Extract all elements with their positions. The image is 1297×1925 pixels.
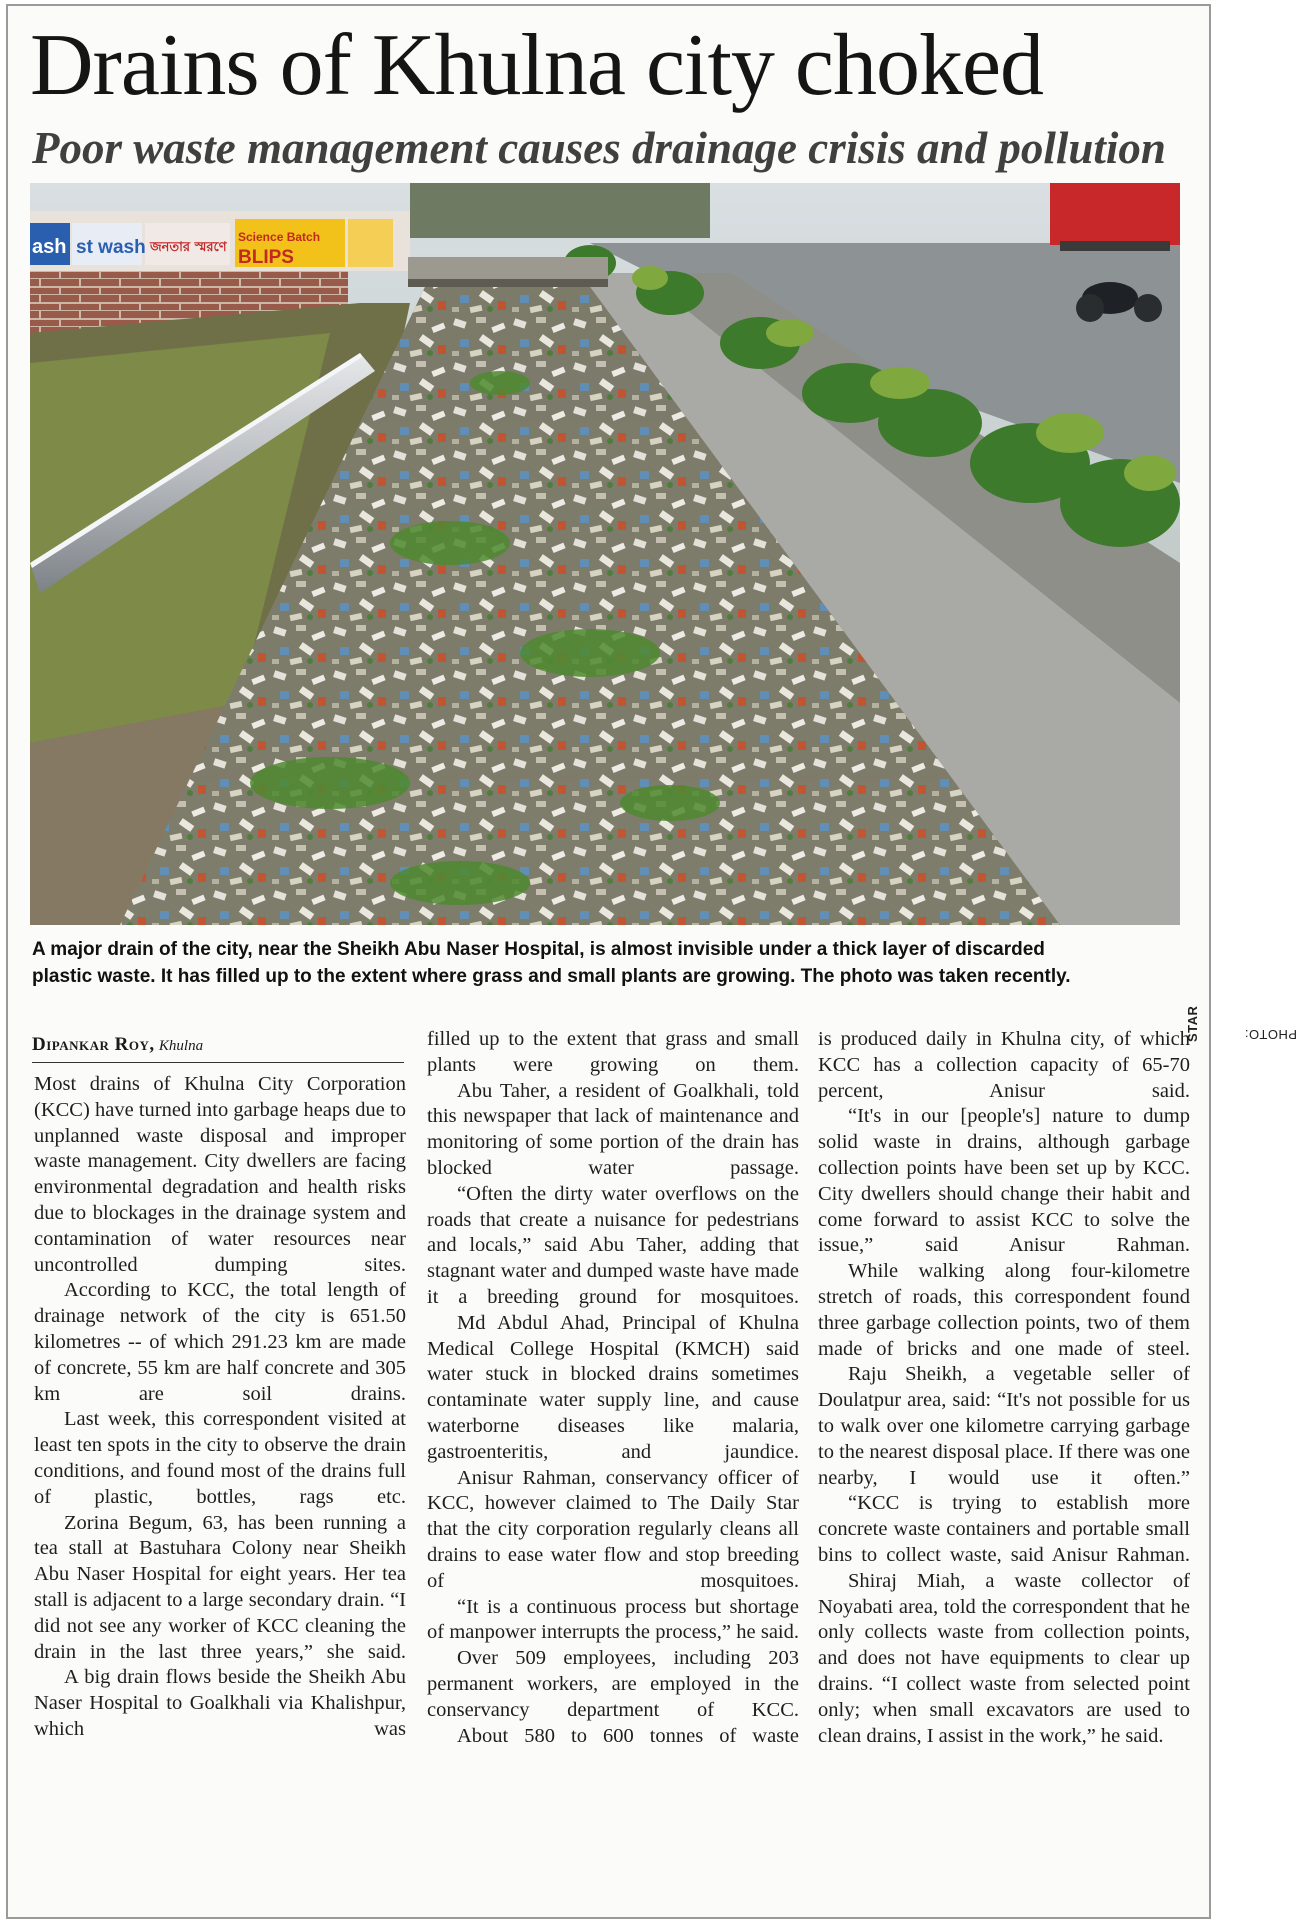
byline-author: Dipankar Roy, (32, 1034, 155, 1055)
photo-sign-5: Science Batch (238, 230, 321, 244)
paragraph: Abu Taher, a resident of Goalkhali, told this newspaper that lack of maintenance and monitoring of some portion of the drain has blocked water passage. (427, 1079, 799, 1179)
article-column-3 (818, 1027, 1190, 1749)
byline (32, 1033, 404, 1063)
photo-sign-1: ash (32, 236, 67, 258)
headline: Drains of Khulna city choked (30, 17, 1044, 114)
paragraph: Shiraj Miah, a waste collector of Noyabati area, told the correspondent that he only collects waste from collection points, and does not have equipments to clear up drains. “I collect waste from selected point only; when small excavators are used to clean drains, I assist in the work,” he said. (818, 1569, 1190, 1747)
subheadline: Poor waste management causes drainage crisis and pollution (32, 123, 1166, 173)
news-photo (30, 183, 1180, 925)
paragraph: filled up to the extent that grass and small plants were growing on them. (427, 1028, 799, 1076)
drain-photo-illustration (30, 183, 1180, 925)
paragraph: “It's in our [people's] nature to dump solid waste in drains, although garbage collection points have been set up by KCC. City dwellers should change their habit and come forward to assist KCC to solve the issue,” said Anisur Rahman. (818, 1105, 1190, 1257)
paragraph: Md Abdul Ahad, Principal of Khulna Medical College Hospital (KMCH) said water stuck in blocked drains sometimes contaminate water supply line, and cause waterborne diseases like malaria, gastroenteritis, and jaundice. (427, 1311, 799, 1463)
caption-line: A major drain of the city, near the Sheikh Abu Naser Hospital, is almost invisible under a thick layer of discarded (32, 939, 1045, 960)
paragraph: “It is a continuous process but shortage of manpower interrupts the process,” he said. (427, 1595, 799, 1644)
photo-sign-3: জনতার স্মরণে (150, 240, 227, 255)
photo-sign-2: st wash (76, 237, 146, 258)
paragraph: Zorina Begum, 63, has been running a tea stall at Bastuhara Colony near Sheikh Abu Naser Hospital for eight years. Her tea stall is adjacent to a large secondary drain. “I did not see any worker of KCC cleaning the drain in the last three years,” she said. (34, 1511, 406, 1663)
paragraph: “KCC is trying to establish more concrete waste containers and portable small bins to collect waste, said Anisur Rahman. (818, 1492, 1190, 1566)
paragraph: Anisur Rahman, conservancy officer of KCC, however claimed to The Daily Star that the city corporation regularly cleans all drains to ease water flow and stop breeding of mosquitoes. (427, 1466, 799, 1592)
paragraph: Last week, this correspondent visited at least ten spots in the city to observe the drain conditions, and found most of the drains full of plastic, bottles, rags etc. (34, 1408, 406, 1508)
caption-line: plastic waste. It has filled up to the extent where grass and small plants are growing. The photo was taken recently. (32, 966, 1071, 987)
paragraph: Most drains of Khulna City Corporation (KCC) have turned into garbage heaps due to unplanned waste disposal and improper waste management. City dwellers are facing environmental degradation and health risks due to blockages in the drainage system and contamination of water resources near uncontrolled dumping sites. (34, 1073, 406, 1276)
paragraph: is produced daily in Khulna city, of which KCC has a collection capacity of 65-70 percent, Anisur said. (818, 1028, 1190, 1102)
paragraph: According to KCC, the total length of drainage network of the city is 651.50 kilometres -- of which 291.23 km are made of concrete, 55 km are half concrete and 305 km are soil drains. (34, 1279, 406, 1405)
paragraph: Raju Sheikh, a vegetable seller of Doulatpur area, said: “It's not possible for us to walk over one kilometre carrying garbage to the nearest disposal place. If there was one nearby, I would use it often.” (818, 1363, 1190, 1489)
article-column-1 (34, 1072, 406, 1743)
photo-credit-prefix: PHOTO: (1244, 1027, 1297, 1042)
paragraph: A big drain flows beside the Sheikh Abu Naser Hospital to Goalkhali via Khalishpur, which was (34, 1666, 406, 1740)
paragraph: Over 509 employees, including 203 permanent workers, are employed in the conservancy department of KCC. (427, 1647, 799, 1721)
paragraph: “Often the dirty water overflows on the roads that create a nuisance for pedestrians and locals,” said Abu Taher, adding that stagnant water and dumped waste have made it a breeding ground for mosquitoes. (427, 1182, 799, 1308)
paragraph: About 580 to 600 tonnes of waste (457, 1724, 799, 1747)
photo-credit (1185, 930, 1297, 1042)
byline-location: Khulna (158, 1038, 204, 1054)
photo-caption (32, 936, 1182, 990)
article-column-2 (427, 1027, 799, 1749)
photo-credit-source: STAR (1185, 1005, 1200, 1042)
paragraph: While walking along four-kilometre stretch of roads, this correspondent found three garbage collection points, two of them made of bricks and one made of steel. (818, 1260, 1190, 1360)
photo-sign-4: BLIPS (238, 247, 294, 268)
